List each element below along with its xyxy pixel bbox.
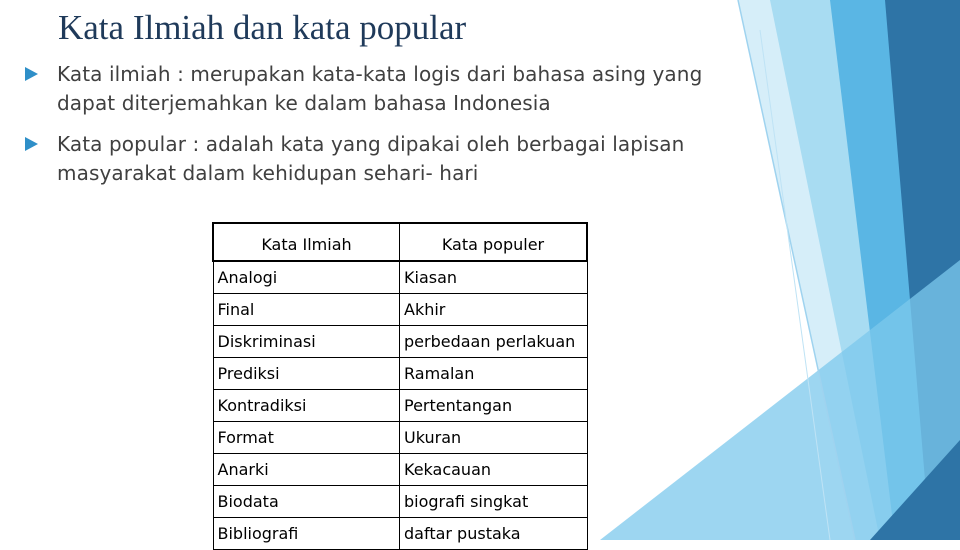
bullet-list	[24, 60, 764, 200]
cell-populer: Kiasan	[400, 261, 588, 294]
cell-populer: biografi singkat	[400, 486, 588, 518]
cell-ilmiah: Anarki	[213, 454, 400, 486]
cell-populer: Ramalan	[400, 358, 588, 390]
table-row	[213, 390, 587, 422]
cell-populer: Pertentangan	[400, 390, 588, 422]
table-row	[213, 358, 587, 390]
cell-populer: perbedaan perlakuan	[400, 326, 588, 358]
table-row	[213, 518, 587, 550]
bullet-item-kata-ilmiah	[24, 60, 764, 118]
header-kata-ilmiah: Kata Ilmiah	[213, 223, 400, 261]
cell-ilmiah: Biodata	[213, 486, 400, 518]
cell-populer: daftar pustaka	[400, 518, 588, 550]
pale-blue-triangle	[600, 260, 960, 540]
table-row	[213, 326, 587, 358]
cell-ilmiah: Final	[213, 294, 400, 326]
arrow-bullet-icon	[24, 67, 38, 81]
table-row	[213, 261, 587, 294]
cell-populer: Akhir	[400, 294, 588, 326]
header-kata-populer: Kata populer	[400, 223, 588, 261]
table-row	[213, 486, 587, 518]
cell-ilmiah: Format	[213, 422, 400, 454]
table-row	[213, 454, 587, 486]
table-row	[213, 422, 587, 454]
bullet-text: Kata ilmiah : merupakan kata-kata logis dari bahasa asing yang dapat diterjemahkan ke dalam bahasa Indonesia	[57, 62, 703, 115]
bullet-text: Kata popular : adalah kata yang dipakai oleh berbagai lapisan masyarakat dalam kehidupan sehari- hari	[57, 132, 685, 185]
cell-populer: Kekacauan	[400, 454, 588, 486]
cell-ilmiah: Diskriminasi	[213, 326, 400, 358]
table-header-row	[213, 223, 587, 261]
cell-ilmiah: Analogi	[213, 261, 400, 294]
arrow-bullet-icon	[24, 137, 38, 151]
slide-title: Kata Ilmiah dan kata popular	[58, 8, 467, 47]
cell-ilmiah: Kontradiksi	[213, 390, 400, 422]
word-comparison-table	[212, 222, 588, 550]
bullet-item-kata-popular	[24, 130, 764, 188]
table-row	[213, 294, 587, 326]
cell-populer: Ukuran	[400, 422, 588, 454]
cell-ilmiah: Prediksi	[213, 358, 400, 390]
cell-ilmiah: Bibliografi	[213, 518, 400, 550]
